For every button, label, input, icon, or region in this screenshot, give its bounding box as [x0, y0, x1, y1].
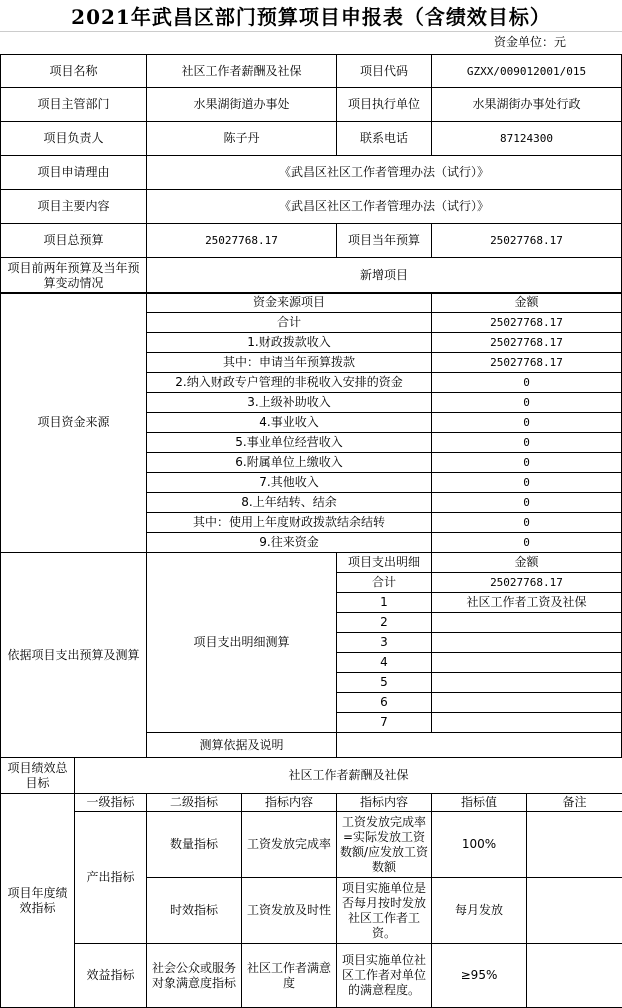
funding-row-amount: 0 [432, 413, 622, 433]
funding-row-item: 6.附属单位上缴收入 [147, 453, 432, 473]
expense-row-no: 3 [337, 633, 432, 653]
funding-row-item: 3.上级补助收入 [147, 393, 432, 413]
performance-goal-label: 项目绩效总目标 [1, 758, 75, 794]
current-budget-value: 25027768.17 [432, 224, 622, 258]
currency-unit: 资金单位：元 [494, 34, 566, 50]
performance-table [0, 757, 622, 1008]
expense-row-no: 7 [337, 713, 432, 733]
total-budget-label: 项目总预算 [1, 224, 147, 258]
content-value: 《武昌区社区工作者管理办法（试行）》 [147, 190, 622, 224]
funding-col-amount: 金额 [432, 293, 622, 313]
expense-row-text [432, 653, 622, 673]
expense-row-no: 2 [337, 613, 432, 633]
funding-row-item: 7.其他收入 [147, 473, 432, 493]
perf-row-desc: 项目实施单位是否每月按时发放社区工作者工资。 [337, 878, 432, 944]
funding-row-item: 8.上年结转、结余 [147, 493, 432, 513]
perf-row-l2: 社会公众或服务对象满意度指标 [147, 944, 242, 1008]
funding-row-amount: 0 [432, 473, 622, 493]
perf-row-l2: 时效指标 [147, 878, 242, 944]
perf-row-content: 工资发放完成率 [242, 812, 337, 878]
perf-row-content: 工资发放及时性 [242, 878, 337, 944]
person-value: 陈子丹 [147, 122, 337, 156]
exec-unit-value: 水果湖街办事处行政 [432, 88, 622, 122]
funding-row-amount: 0 [432, 393, 622, 413]
reason-label: 项目申请理由 [1, 156, 147, 190]
phone-value: 87124300 [432, 122, 622, 156]
perf-row-value: 100% [432, 812, 527, 878]
content-label: 项目主要内容 [1, 190, 147, 224]
perf-header-l2: 二级指标 [147, 794, 242, 812]
expense-row-no: 4 [337, 653, 432, 673]
funding-row-item: 4.事业收入 [147, 413, 432, 433]
expense-table [0, 552, 622, 758]
expense-col-detail: 项目支出明细 [337, 553, 432, 573]
budget-table [0, 54, 622, 294]
expense-row-no: 6 [337, 693, 432, 713]
perf-header-desc: 指标内容 [337, 794, 432, 812]
output-indicator-label: 产出指标 [75, 812, 147, 944]
funding-row-item: 5.事业单位经营收入 [147, 433, 432, 453]
funding-row-amount: 0 [432, 513, 622, 533]
expense-row-no: 1 [337, 593, 432, 613]
budget-change-label: 项目前两年预算及当年预算变动情况 [1, 258, 147, 294]
expense-row-no: 5 [337, 673, 432, 693]
person-label: 项目负责人 [1, 122, 147, 156]
expense-col-amount: 金额 [432, 553, 622, 573]
perf-row-value: ≥95% [432, 944, 527, 1008]
expense-row-text: 社区工作者工资及社保 [432, 593, 622, 613]
perf-row-l2: 数量指标 [147, 812, 242, 878]
perf-row-desc: 项目实施单位社区工作者对单位的满意程度。 [337, 944, 432, 1008]
project-name-label: 项目名称 [1, 55, 147, 88]
funding-row-amount: 0 [432, 453, 622, 473]
reason-value: 《武昌区社区工作者管理办法（试行）》 [147, 156, 622, 190]
page-title: 2021年武昌区部门预算项目申报表（含绩效目标） [0, 0, 622, 32]
expense-row-text [432, 633, 622, 653]
phone-label: 联系电话 [337, 122, 432, 156]
exec-unit-label: 项目执行单位 [337, 88, 432, 122]
funding-section-label: 项目资金来源 [1, 293, 147, 553]
perf-header-content: 指标内容 [242, 794, 337, 812]
expense-row-text [432, 693, 622, 713]
funding-row-item: 合计 [147, 313, 432, 333]
benefit-indicator-label: 效益指标 [75, 944, 147, 1008]
perf-header-value: 指标值 [432, 794, 527, 812]
budget-change-value: 新增项目 [147, 258, 622, 294]
perf-row-note [527, 812, 622, 878]
expense-row-text [432, 673, 622, 693]
current-budget-label: 项目当年预算 [337, 224, 432, 258]
funding-row-item: 其中：申请当年预算拨款 [147, 353, 432, 373]
funding-row-amount: 0 [432, 433, 622, 453]
funding-row-item: 其中：使用上年度财政拨款结余结转 [147, 513, 432, 533]
dept-value: 水果湖街道办事处 [147, 88, 337, 122]
expense-detail-label: 项目支出明细测算 [147, 553, 337, 733]
perf-row-note [527, 944, 622, 1008]
perf-row-value: 每月发放 [432, 878, 527, 944]
funding-row-amount: 0 [432, 533, 622, 553]
performance-goal-value: 社区工作者薪酬及社保 [75, 758, 622, 794]
funding-row-item: 9.往来资金 [147, 533, 432, 553]
funding-row-amount: 0 [432, 373, 622, 393]
expense-row-text [432, 613, 622, 633]
project-code-label: 项目代码 [337, 55, 432, 88]
funding-row-item: 2.纳入财政专户管理的非税收入安排的资金 [147, 373, 432, 393]
expense-total-label: 合计 [337, 573, 432, 593]
funding-row-item: 1.财政拨款收入 [147, 333, 432, 353]
perf-row-content: 社区工作者满意度 [242, 944, 337, 1008]
expense-total-value: 25027768.17 [432, 573, 622, 593]
funding-row-amount: 0 [432, 493, 622, 513]
basis-value [337, 733, 622, 758]
expense-row-text [432, 713, 622, 733]
expense-section-label: 依据项目支出预算及测算 [1, 553, 147, 758]
perf-row-desc: 工资发放完成率=实际发放工资数额/应发放工资数额 [337, 812, 432, 878]
perf-header-l1: 一级指标 [75, 794, 147, 812]
funding-row-amount: 25027768.17 [432, 353, 622, 373]
funding-row-amount: 25027768.17 [432, 333, 622, 353]
funding-table [0, 292, 622, 553]
project-name-value: 社区工作者薪酬及社保 [147, 55, 337, 88]
funding-col-source: 资金来源项目 [147, 293, 432, 313]
total-budget-value: 25027768.17 [147, 224, 337, 258]
dept-label: 项目主管部门 [1, 88, 147, 122]
perf-row-note [527, 878, 622, 944]
basis-label: 测算依据及说明 [147, 733, 337, 758]
project-code-value: GZXX/009012001/015 [432, 55, 622, 88]
funding-row-amount: 25027768.17 [432, 313, 622, 333]
perf-header-note: 备注 [527, 794, 622, 812]
annual-indicator-label: 项目年度绩效指标 [1, 794, 75, 1008]
